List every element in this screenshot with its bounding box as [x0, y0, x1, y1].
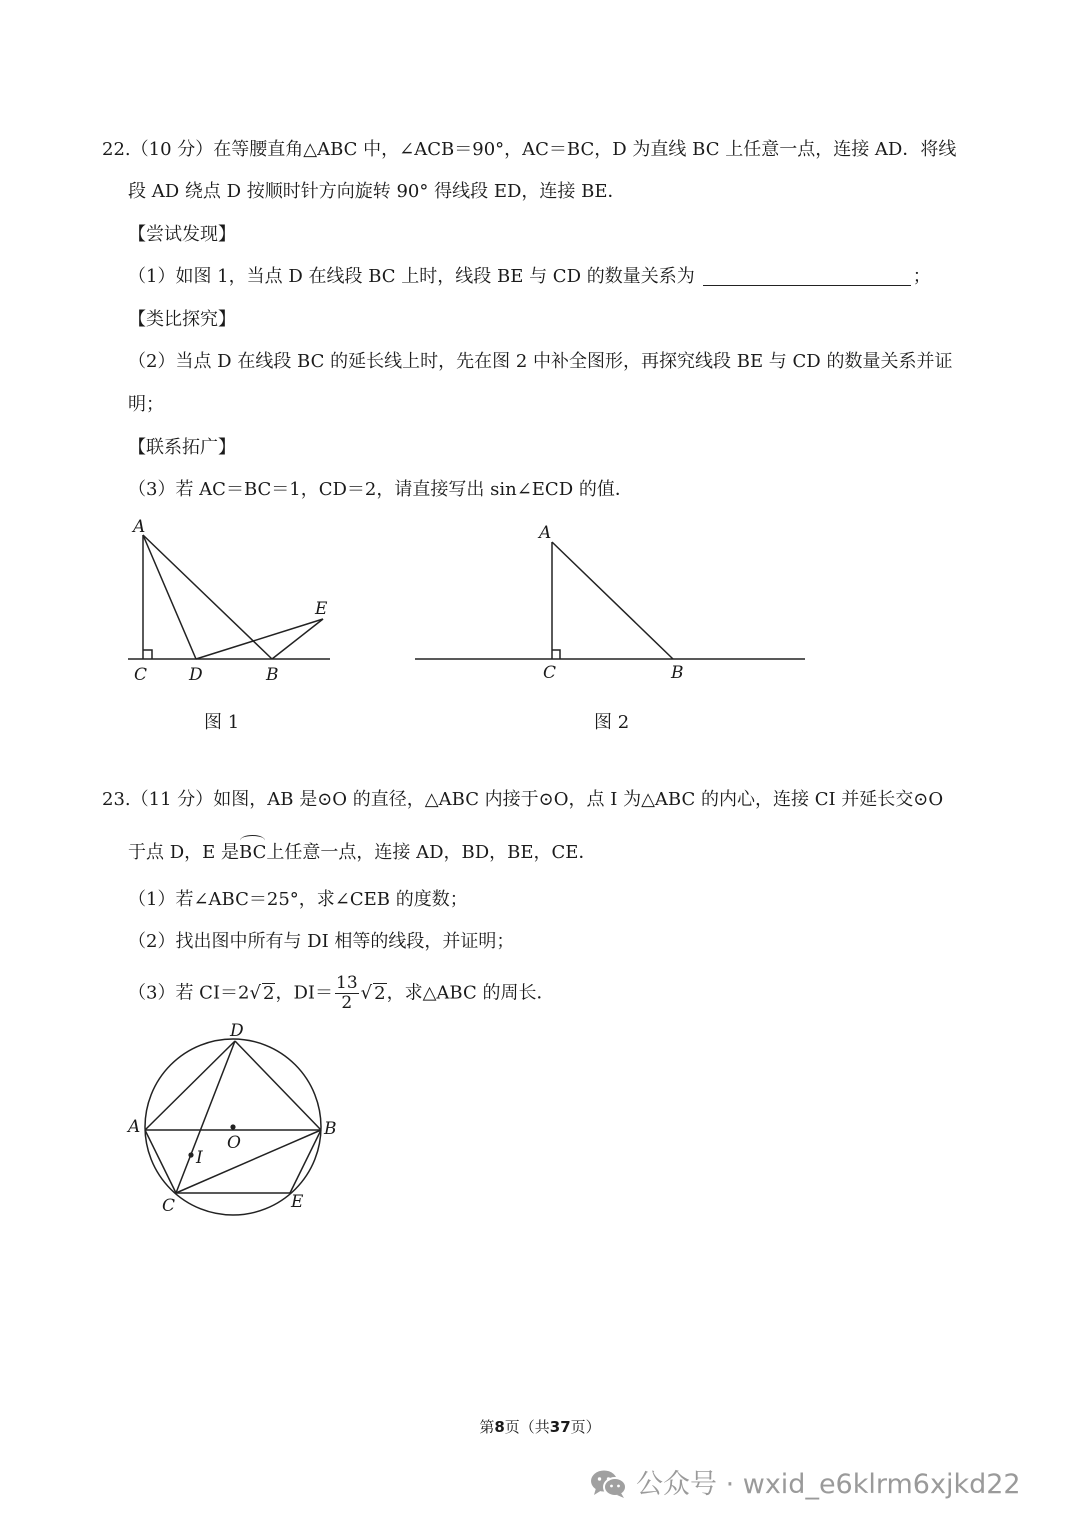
q22-part-1-end: ； — [912, 266, 931, 287]
fig1-label-a: A — [133, 517, 146, 537]
circle-label-i: I — [196, 1148, 203, 1168]
arc-bc-label: BC — [239, 842, 267, 863]
q23-part-3-c: ，求△ABC 的周长． — [386, 982, 555, 1004]
fig2-caption: 图 2 — [594, 712, 630, 733]
q22-part-1-text: （1）如图 1，当点 D 在线段 BC 上时，线段 BE 与 CD 的数量关系为 — [128, 266, 695, 287]
circle-label-c: C — [162, 1196, 176, 1216]
fig2-label-a: A — [539, 523, 552, 543]
sqrt-sign-2: √ — [360, 982, 373, 1004]
q23-score: （11 分） — [130, 789, 214, 810]
fig2-label-b: B — [671, 663, 684, 683]
fig1-label-c: C — [134, 665, 148, 685]
sqrt-sign: √ — [249, 982, 261, 1004]
footer-post: 页） — [570, 1418, 601, 1436]
q23-number: 23. — [102, 789, 131, 810]
q23-intro-text-2b: 上任意一点，连接 AD，BD，BE，CE． — [266, 842, 597, 863]
q23-part-3-a: （3）若 CI＝2 — [128, 982, 250, 1004]
footer-pre: 第 — [479, 1418, 495, 1436]
circle-label-e: E — [291, 1192, 304, 1212]
sqrt-radicand-1: 2 — [263, 982, 275, 1004]
fig1-caption: 图 1 — [204, 712, 240, 733]
watermark-text: 公众号 · wxid_e6klrm6xjkd22 — [636, 1469, 1021, 1500]
q22-part-3: （3）若 AC＝BC＝1，CD＝2，请直接写出 sin∠ECD 的值． — [128, 479, 633, 500]
footer-mid: 页（共 — [504, 1418, 550, 1436]
q22-score: （10 分） — [130, 139, 214, 160]
q22-number: 22. — [102, 139, 131, 160]
circle-label-b: B — [324, 1119, 337, 1139]
footer-total-pages: 37 — [549, 1418, 571, 1436]
q23-intro-text-1: 如图，AB 是⊙O 的直径，△ABC 内接于⊙O，点 I 为△ABC 的内心，连接 CI 并延长交⊙O — [213, 789, 944, 810]
fraction-denominator: 2 — [341, 993, 353, 1013]
fig2-label-c: C — [543, 663, 557, 683]
q22-intro-line-2: 段 AD 绕点 D 按顺时针方向旋转 90° 得线段 ED，连接 BE． — [128, 181, 626, 202]
watermark — [590, 1462, 1021, 1501]
q22-section-extend: 【联系拓广】 — [128, 437, 236, 458]
q23-part-1: （1）若∠ABC＝25°，求∠CEB 的度数； — [128, 889, 468, 910]
q23-part-3-b: ，DI＝ — [275, 982, 333, 1004]
q22-intro-text-1: 在等腰直角△ABC 中，∠ACB＝90°，AC＝BC，D 为直线 BC 上任意一点，连接 AD．将线 — [213, 139, 957, 160]
fig1-label-b: B — [266, 665, 279, 685]
q22-part-2-line-2: 明； — [128, 394, 164, 415]
wechat-icon — [590, 1469, 628, 1499]
q22-section-try: 【尝试发现】 — [128, 224, 236, 245]
q23-intro-text-2a: 于点 D，E 是 — [128, 842, 240, 863]
q22-part-2-line-1: （2）当点 D 在线段 BC 的延长线上时，先在图 2 中补全图形，再探究线段 BE 与 CD 的数量关系并证 — [128, 351, 953, 372]
circle-label-d: D — [230, 1021, 244, 1041]
page-footer — [0, 1416, 1080, 1437]
fig1-label-d: D — [189, 665, 203, 685]
q22-section-analogy: 【类比探究】 — [128, 309, 236, 330]
fraction-numerator: 13 — [336, 973, 358, 993]
fig1-label-e: E — [315, 599, 328, 619]
sqrt-radicand-2: 2 — [374, 982, 386, 1004]
circle-label-a: A — [128, 1117, 141, 1137]
circle-label-o: O — [227, 1133, 241, 1153]
q23-part-2: （2）找出图中所有与 DI 相等的线段，并证明； — [128, 931, 515, 952]
footer-page-number: 8 — [494, 1418, 505, 1436]
